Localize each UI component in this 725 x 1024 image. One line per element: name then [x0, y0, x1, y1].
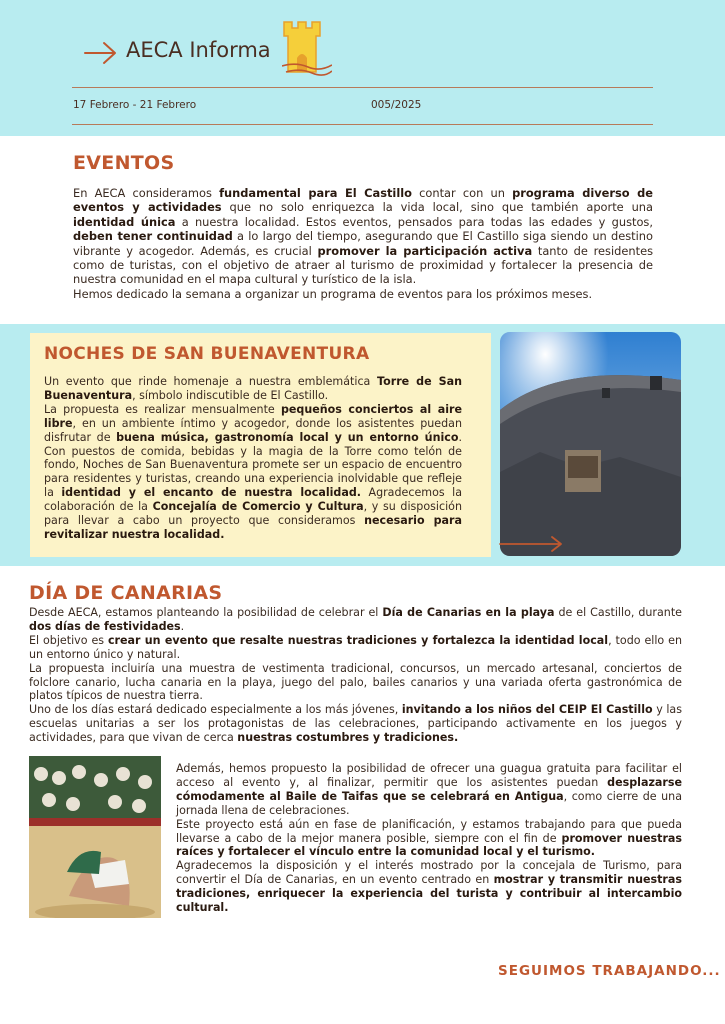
- text-run: Agradecemos la disposición y el interés mostrado por la concejala de Turismo, para convertir el Día de Canarias, en un evento centrado en: [176, 859, 682, 887]
- paragraph: [44, 403, 462, 542]
- bold-text: pequeños conciertos al aire libre: [44, 402, 463, 430]
- header-divider-bottom: [72, 124, 653, 125]
- castle-logo-icon: [282, 18, 332, 76]
- bold-text: Día de Canarias en la playa: [382, 606, 555, 619]
- text-run: La propuesta incluiría una muestra de vestimenta tradicional, concursos, un mercado artesanal, conciertos de folclore canario, lucha canaria en la playa, juego del palo, bailes canarios y una variada oferta gastronómica de platos típicos de nuestra tierra.: [29, 661, 682, 703]
- date-range: 17 Febrero - 21 Febrero: [73, 99, 197, 111]
- text-run: Desde AECA, estamos planteando la posibilidad de celebrar el: [29, 606, 383, 619]
- bold-text: identidad única: [73, 214, 176, 229]
- paragraph: [29, 703, 682, 745]
- wrestling-photo: [29, 756, 161, 918]
- bold-text: desplazarse cómodamente al Baile de Taifas que se celebrará en Antigua: [176, 775, 682, 803]
- text-run: contar con un: [411, 186, 513, 200]
- paragraph: [44, 375, 462, 403]
- arrow-right-icon: [83, 40, 119, 66]
- text-run: La propuesta es realizar mensualmente: [44, 402, 281, 416]
- bold-text: invitando a los niños del CEIP El Castillo: [401, 703, 653, 717]
- bold-text: buena música, gastronomía local y un entorno único: [116, 430, 459, 444]
- decorative-arrow-icon: [498, 534, 566, 554]
- paragraph: [73, 287, 653, 301]
- text-run: Agradecemos la colaboración de la: [44, 486, 462, 514]
- issue-number: 005/2025: [371, 99, 422, 111]
- text-run: . Con puestos de comida, bebidas y la magia de la Torre como telón de fondo, Noches de San Buenaventura promete ser un espacio de encuentro para residentes y turistas, creando una experiencia inolvidable que refleje la: [44, 430, 462, 500]
- text-run: En AECA consideramos: [73, 186, 220, 200]
- paragraph: [29, 606, 682, 634]
- bold-text: promover nuestras raíces y fortalecer el vínculo entre la comunidad local y el turismo.: [176, 831, 683, 859]
- text-run: , como cierre de una jornada llena de celebraciones.: [176, 789, 682, 817]
- bold-text: fundamental para El Castillo: [219, 186, 412, 200]
- canarias-title: DÍA DE CANARIAS: [29, 582, 223, 604]
- bold-text: deben tener continuidad: [73, 229, 233, 244]
- noches-body: [44, 375, 462, 542]
- canarias-body: [29, 606, 682, 745]
- text-run: , símbolo indiscutible de El Castillo.: [132, 388, 329, 402]
- paragraph: [176, 762, 682, 818]
- text-run: de el Castillo, durante: [554, 606, 682, 619]
- paragraph: [29, 634, 682, 662]
- text-run: Uno de los días estará dedicado especialmente a los más jóvenes,: [29, 703, 402, 717]
- bold-text: dos días de festividades: [29, 619, 181, 633]
- bold-text: Torre de San Buenaventura: [44, 375, 462, 402]
- text-run: Este proyecto está aún en fase de planificación, y estamos trabajando para que pueda llevarse a cabo de la mejor manera posible, siempre con el fin de: [176, 817, 682, 845]
- text-run: y las escuelas unitarias a ser los protagonistas de las celebraciones, participando activamente en los juegos y actividades, para que vivan de cerca: [29, 703, 683, 745]
- bold-text: crear un evento que resalte nuestras tradiciones y fortalezca la identidad local: [107, 633, 609, 647]
- text-run: tanto de residentes como de turistas, con el objetivo de atraer al turismo de proximidad y fortalecer la presencia de nuestra comunidad en el mapa cultural y turístico de la isla.: [73, 243, 654, 287]
- bold-text: identidad y el encanto de nuestra localidad.: [61, 486, 362, 500]
- tower-photo: [500, 332, 681, 556]
- paragraph: [73, 186, 653, 287]
- bold-text: programa diverso de eventos y actividades: [73, 186, 653, 215]
- bold-text: promover la participación activa: [317, 243, 533, 258]
- eventos-body: [73, 186, 653, 301]
- header-divider-top: [72, 87, 653, 88]
- bold-text: nuestras costumbres y tradiciones.: [237, 731, 459, 745]
- text-run: Un evento que rinde homenaje a nuestra emblemática: [44, 375, 378, 388]
- canarias-body-2: [176, 762, 682, 915]
- text-run: a nuestra localidad. Estos eventos, pensados para todas las edades y gustos,: [175, 214, 653, 229]
- text-run: , todo ello en un entorno único y natural.: [29, 633, 682, 661]
- bold-text: necesario para revitalizar nuestra localidad.: [44, 514, 462, 541]
- text-run: , en un ambiente íntimo y acogedor, donde los asistentes puedan disfrutar de: [44, 416, 462, 444]
- text-run: El objetivo es: [29, 633, 108, 647]
- header-band: [0, 0, 725, 136]
- eventos-title: EVENTOS: [73, 152, 175, 174]
- page-title: AECA Informa: [126, 38, 271, 62]
- text-run: Hemos dedicado la semana a organizar un programa de eventos para los próximos meses.: [73, 286, 593, 301]
- text-run: Además, hemos propuesto la posibilidad de ofrecer una guagua gratuita para facilitar el acceso al evento y, al finalizar, permitir que los asistentes puedan: [176, 762, 682, 789]
- text-run: .: [180, 619, 185, 633]
- text-run: que no solo enriquezca la vida local, sino que también aporte una: [221, 200, 653, 215]
- text-run: a lo largo del tiempo, asegurando que El Castillo siga siendo un destino vibrante y acogedor. Además, es crucial: [73, 229, 653, 258]
- bold-text: Concejalía de Comercio y Cultura: [152, 500, 364, 514]
- text-run: , y su disposición para llevar a cabo un proyecto que consideramos: [44, 500, 462, 528]
- footer-signoff: SEGUIMOS TRABAJANDO...: [498, 963, 721, 979]
- noches-title: NOCHES DE SAN BUENAVENTURA: [44, 344, 370, 364]
- paragraph: [176, 818, 682, 860]
- bold-text: mostrar y transmitir nuestras tradiciones, enriquecer la experiencia del turista y contribuir al intercambio cultural.: [176, 873, 682, 915]
- paragraph: [29, 662, 682, 704]
- paragraph: [176, 859, 682, 915]
